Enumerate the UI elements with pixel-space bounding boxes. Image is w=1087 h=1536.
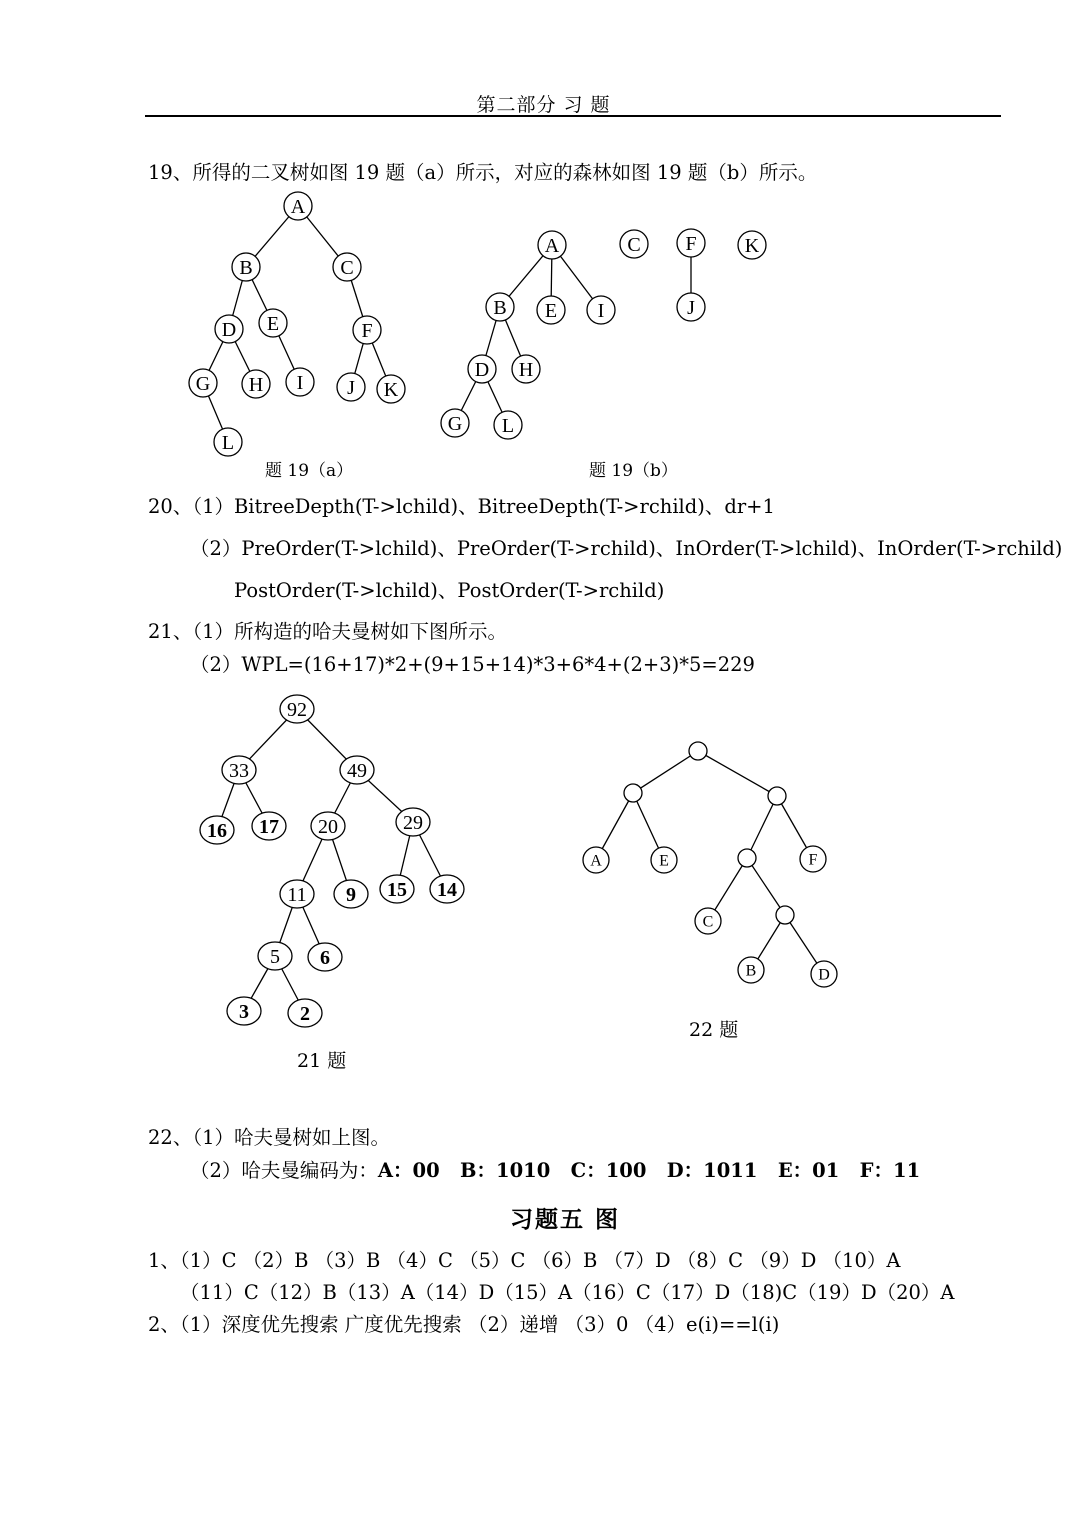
tree-node-label: C xyxy=(702,913,714,931)
caption-22: 22 题 xyxy=(689,1019,739,1041)
tree-node-label: C xyxy=(627,234,641,256)
tree-node-label: 5 xyxy=(270,946,280,968)
tree-node-label: I xyxy=(597,300,605,322)
q20-line2: （2）PreOrder(T->lchild)、PreOrder(T->rchild)、InOrder(T->lchild)、InOrder(T->rchild) xyxy=(190,537,1063,560)
q21-line2: （2）WPL=(16+17)*2+(9+15+14)*3+6*4+(2+3)*5=229 xyxy=(190,653,755,676)
tree-node xyxy=(738,849,756,867)
tree-node xyxy=(768,787,786,805)
tree-node xyxy=(689,742,707,760)
tree-node-label: F xyxy=(361,320,373,342)
tree-node-label: J xyxy=(347,377,355,399)
tree-node-label: 20 xyxy=(318,816,338,838)
tree-node-label: F xyxy=(685,233,697,255)
q22-code-prefix: （2）哈夫曼编码为： xyxy=(190,1159,378,1182)
tree-node-label: D xyxy=(474,359,490,381)
tree-19b xyxy=(441,229,766,439)
tree-node-label: 15 xyxy=(387,879,407,901)
q22-line1: 22、（1）哈夫曼树如上图。 xyxy=(148,1126,390,1149)
tree-node-label: C xyxy=(340,257,354,279)
tree-node-label: 29 xyxy=(403,812,423,834)
tree-node-label: D xyxy=(818,966,830,984)
tree-node-label: A xyxy=(290,196,306,218)
tree-node-label: 17 xyxy=(259,816,279,838)
tree-node-label: K xyxy=(744,235,760,257)
tree-node-label: 16 xyxy=(207,820,227,842)
tree-21-labels xyxy=(207,699,457,1025)
tree-node-label: L xyxy=(221,432,235,454)
caption-19b: 题 19（b） xyxy=(589,461,678,481)
section-title: 习题五 图 xyxy=(510,1206,621,1233)
caption-21: 21 题 xyxy=(297,1050,347,1072)
tree-node-label: 11 xyxy=(287,884,307,906)
tree-node-label: 14 xyxy=(437,879,457,901)
tree-node-label: A xyxy=(544,235,560,257)
tree-node-label: 3 xyxy=(239,1001,249,1023)
q19-text: 19、所得的二叉树如图 19 题（a）所示，对应的森林如图 19 题（b）所示。 xyxy=(148,161,818,184)
s5-line3: 2、（1）深度优先搜索 广度优先搜索 （2）递增 （3）0 （4）e(i)==l(i) xyxy=(148,1313,780,1336)
tree-node xyxy=(776,906,794,924)
tree-node-label: G xyxy=(447,413,463,435)
tree-19a-labels xyxy=(196,196,399,454)
tree-node-label: A xyxy=(590,852,602,870)
s5-line2: （11）C（12）B（13）A（14）D（15）A（16）C（17）D（18)C（19）D（20）A xyxy=(180,1281,955,1304)
tree-node-label: 49 xyxy=(347,760,367,782)
caption-19a: 题 19（a） xyxy=(265,461,354,481)
tree-node-label: K xyxy=(383,379,399,401)
q20-line3: PostOrder(T->lchild)、PostOrder(T->rchild) xyxy=(234,579,665,602)
tree-node-label: G xyxy=(195,373,211,395)
tree-node-label: E xyxy=(659,852,669,870)
tree-node-label: H xyxy=(248,374,264,396)
tree-node-label: I xyxy=(296,372,304,394)
tree-node-label: L xyxy=(501,415,515,437)
tree-node-label: 9 xyxy=(346,884,356,906)
tree-node-label: E xyxy=(544,300,558,322)
tree-node-label: B xyxy=(745,962,757,980)
tree-node-label: 33 xyxy=(229,760,249,782)
tree-node-label: H xyxy=(518,359,534,381)
tree-node-label: 2 xyxy=(300,1003,310,1025)
tree-node-label: 6 xyxy=(320,947,330,969)
q22-line2 xyxy=(190,1159,920,1183)
tree-22 xyxy=(583,742,837,987)
tree-node xyxy=(624,784,642,802)
huffman-codes: A：00 B：1010 C：100 D：1011 E：01 F：11 xyxy=(377,1159,921,1182)
q20-line1: 20、（1）BitreeDepth(T->lchild)、BitreeDepth(T->rchild)、dr+1 xyxy=(148,495,775,518)
page-header: 第二部分 习 题 xyxy=(476,94,611,116)
q21-line1: 21、（1）所构造的哈夫曼树如下图所示。 xyxy=(148,620,507,643)
tree-node-label: F xyxy=(808,851,818,869)
tree-node-label: D xyxy=(221,319,237,341)
tree-node-label: 92 xyxy=(287,699,307,721)
s5-line1: 1、（1）C （2）B （3）B （4）C （5）C （6）B （7）D （8）C （9）D （10）A xyxy=(148,1249,901,1272)
tree-node-label: B xyxy=(239,257,253,279)
tree-node-label: E xyxy=(266,313,280,335)
tree-node-label: B xyxy=(493,297,507,319)
tree-19b-labels xyxy=(448,233,760,437)
tree-node-label: J xyxy=(687,297,695,319)
